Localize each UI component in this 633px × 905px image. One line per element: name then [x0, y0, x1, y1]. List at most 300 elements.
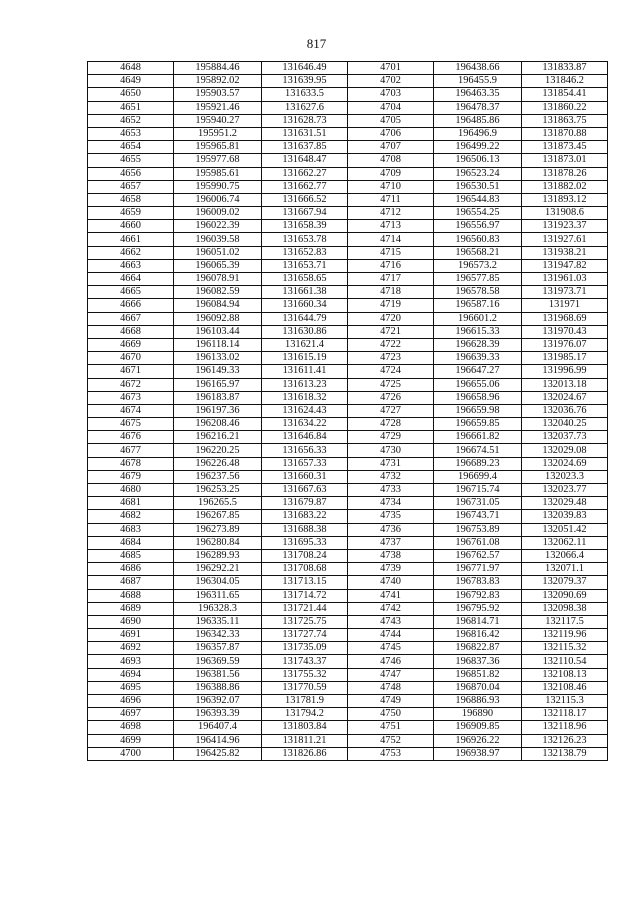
x-coordinate-left: 196237.56 [174, 470, 262, 483]
point-number-right: 4749 [348, 695, 434, 708]
y-coordinate-right: 131846.2 [522, 75, 608, 88]
point-number-left: 4652 [88, 114, 174, 127]
x-coordinate-right: 196890 [434, 708, 522, 721]
table-row [88, 207, 608, 220]
point-number-right: 4707 [348, 141, 434, 154]
x-coordinate-right: 196506.13 [434, 154, 522, 167]
x-coordinate-right: 196496.9 [434, 127, 522, 140]
point-number-left: 4699 [88, 734, 174, 747]
y-coordinate-right: 131863.75 [522, 114, 608, 127]
y-coordinate-left: 131666.52 [262, 193, 348, 206]
x-coordinate-right: 196499.22 [434, 141, 522, 154]
point-number-right: 4731 [348, 457, 434, 470]
table-row [88, 378, 608, 391]
y-coordinate-left: 131708.24 [262, 549, 348, 562]
point-number-left: 4666 [88, 299, 174, 312]
table-row [88, 431, 608, 444]
y-coordinate-left: 131725.75 [262, 615, 348, 628]
table-row [88, 615, 608, 628]
point-number-left: 4659 [88, 207, 174, 220]
y-coordinate-left: 131633.5 [262, 88, 348, 101]
x-coordinate-right: 196530.51 [434, 180, 522, 193]
point-number-left: 4662 [88, 246, 174, 259]
x-coordinate-left: 196393.39 [174, 708, 262, 721]
point-number-right: 4746 [348, 655, 434, 668]
y-coordinate-right: 132108.13 [522, 668, 608, 681]
point-number-right: 4717 [348, 273, 434, 286]
point-number-right: 4730 [348, 444, 434, 457]
x-coordinate-left: 196267.85 [174, 510, 262, 523]
y-coordinate-left: 131658.39 [262, 220, 348, 233]
table-row [88, 523, 608, 536]
x-coordinate-right: 196771.97 [434, 563, 522, 576]
y-coordinate-left: 131803.84 [262, 721, 348, 734]
x-coordinate-right: 196661.82 [434, 431, 522, 444]
y-coordinate-right: 131882.02 [522, 180, 608, 193]
y-coordinate-left: 131646.84 [262, 431, 348, 444]
table-row [88, 470, 608, 483]
y-coordinate-left: 131662.77 [262, 180, 348, 193]
x-coordinate-right: 196762.57 [434, 549, 522, 562]
x-coordinate-right: 196851.82 [434, 668, 522, 681]
x-coordinate-right: 196715.74 [434, 484, 522, 497]
point-number-left: 4670 [88, 352, 174, 365]
table-row [88, 589, 608, 602]
y-coordinate-left: 131743.37 [262, 655, 348, 668]
point-number-left: 4667 [88, 312, 174, 325]
x-coordinate-left: 196369.59 [174, 655, 262, 668]
point-number-left: 4655 [88, 154, 174, 167]
y-coordinate-right: 132115.32 [522, 642, 608, 655]
y-coordinate-right: 132051.42 [522, 523, 608, 536]
point-number-left: 4689 [88, 602, 174, 615]
x-coordinate-left: 196092.88 [174, 312, 262, 325]
table-row [88, 629, 608, 642]
x-coordinate-left: 195884.46 [174, 62, 262, 75]
y-coordinate-right: 131833.87 [522, 62, 608, 75]
table-row [88, 708, 608, 721]
y-coordinate-right: 132115.3 [522, 695, 608, 708]
point-number-right: 4708 [348, 154, 434, 167]
point-number-right: 4722 [348, 338, 434, 351]
point-number-left: 4651 [88, 101, 174, 114]
x-coordinate-left: 195985.61 [174, 167, 262, 180]
table-row [88, 576, 608, 589]
x-coordinate-left: 196226.48 [174, 457, 262, 470]
x-coordinate-right: 196926.22 [434, 734, 522, 747]
x-coordinate-right: 196761.08 [434, 536, 522, 549]
x-coordinate-left: 196292.21 [174, 563, 262, 576]
y-coordinate-right: 131968.69 [522, 312, 608, 325]
y-coordinate-left: 131611.41 [262, 365, 348, 378]
point-number-left: 4682 [88, 510, 174, 523]
table-row [88, 180, 608, 193]
table-row [88, 721, 608, 734]
x-coordinate-right: 196523.24 [434, 167, 522, 180]
point-number-right: 4726 [348, 391, 434, 404]
x-coordinate-right: 196822.87 [434, 642, 522, 655]
x-coordinate-right: 196478.37 [434, 101, 522, 114]
table-row [88, 193, 608, 206]
point-number-left: 4675 [88, 418, 174, 431]
point-number-left: 4696 [88, 695, 174, 708]
y-coordinate-right: 132013.18 [522, 378, 608, 391]
point-number-right: 4738 [348, 549, 434, 562]
x-coordinate-right: 196699.4 [434, 470, 522, 483]
y-coordinate-left: 131618.32 [262, 391, 348, 404]
point-number-left: 4697 [88, 708, 174, 721]
y-coordinate-left: 131628.73 [262, 114, 348, 127]
y-coordinate-right: 131908.6 [522, 207, 608, 220]
point-number-right: 4739 [348, 563, 434, 576]
point-number-right: 4704 [348, 101, 434, 114]
table-row [88, 75, 608, 88]
coordinates-table-body [88, 62, 608, 761]
point-number-left: 4664 [88, 273, 174, 286]
y-coordinate-right: 131938.21 [522, 246, 608, 259]
table-row [88, 510, 608, 523]
y-coordinate-right: 131860.22 [522, 101, 608, 114]
table-row [88, 602, 608, 615]
point-number-right: 4724 [348, 365, 434, 378]
x-coordinate-right: 196577.85 [434, 273, 522, 286]
y-coordinate-right: 131870.88 [522, 127, 608, 140]
x-coordinate-left: 196265.5 [174, 497, 262, 510]
point-number-right: 4716 [348, 259, 434, 272]
point-number-right: 4736 [348, 523, 434, 536]
table-row [88, 365, 608, 378]
y-coordinate-right: 132024.69 [522, 457, 608, 470]
table-row [88, 325, 608, 338]
table-row [88, 259, 608, 272]
y-coordinate-left: 131688.38 [262, 523, 348, 536]
x-coordinate-right: 196655.06 [434, 378, 522, 391]
x-coordinate-left: 196425.82 [174, 747, 262, 760]
y-coordinate-right: 131985.17 [522, 352, 608, 365]
y-coordinate-right: 132138.79 [522, 747, 608, 760]
table-row [88, 668, 608, 681]
x-coordinate-right: 196639.33 [434, 352, 522, 365]
y-coordinate-right: 131996.99 [522, 365, 608, 378]
coordinates-table [87, 61, 608, 761]
point-number-left: 4668 [88, 325, 174, 338]
x-coordinate-right: 196689.23 [434, 457, 522, 470]
x-coordinate-right: 196659.98 [434, 404, 522, 417]
x-coordinate-right: 196554.25 [434, 207, 522, 220]
y-coordinate-right: 132066.4 [522, 549, 608, 562]
point-number-right: 4743 [348, 615, 434, 628]
y-coordinate-left: 131713.15 [262, 576, 348, 589]
table-row [88, 246, 608, 259]
point-number-right: 4737 [348, 536, 434, 549]
y-coordinate-left: 131657.33 [262, 457, 348, 470]
y-coordinate-right: 132118.17 [522, 708, 608, 721]
point-number-left: 4671 [88, 365, 174, 378]
table-row [88, 154, 608, 167]
x-coordinate-right: 196814.71 [434, 615, 522, 628]
point-number-left: 4678 [88, 457, 174, 470]
table-row [88, 141, 608, 154]
table-row [88, 563, 608, 576]
point-number-right: 4721 [348, 325, 434, 338]
point-number-left: 4673 [88, 391, 174, 404]
y-coordinate-right: 131854.41 [522, 88, 608, 101]
y-coordinate-left: 131627.6 [262, 101, 348, 114]
point-number-right: 4732 [348, 470, 434, 483]
x-coordinate-right: 196628.39 [434, 338, 522, 351]
table-row [88, 101, 608, 114]
x-coordinate-left: 196357.87 [174, 642, 262, 655]
y-coordinate-right: 132040.25 [522, 418, 608, 431]
table-row [88, 114, 608, 127]
y-coordinate-right: 132023.77 [522, 484, 608, 497]
table-row [88, 273, 608, 286]
point-number-left: 4679 [88, 470, 174, 483]
x-coordinate-left: 196082.59 [174, 286, 262, 299]
y-coordinate-left: 131630.86 [262, 325, 348, 338]
y-coordinate-left: 131811.21 [262, 734, 348, 747]
table-row [88, 747, 608, 760]
x-coordinate-right: 196753.89 [434, 523, 522, 536]
y-coordinate-left: 131794.2 [262, 708, 348, 721]
point-number-right: 4710 [348, 180, 434, 193]
point-number-right: 4718 [348, 286, 434, 299]
point-number-right: 4725 [348, 378, 434, 391]
point-number-right: 4735 [348, 510, 434, 523]
point-number-left: 4663 [88, 259, 174, 272]
y-coordinate-right: 132090.69 [522, 589, 608, 602]
y-coordinate-left: 131621.4 [262, 338, 348, 351]
y-coordinate-right: 131923.37 [522, 220, 608, 233]
x-coordinate-right: 196556.97 [434, 220, 522, 233]
x-coordinate-left: 196118.14 [174, 338, 262, 351]
x-coordinate-left: 196065.39 [174, 259, 262, 272]
y-coordinate-right: 132029.48 [522, 497, 608, 510]
point-number-left: 4691 [88, 629, 174, 642]
y-coordinate-right: 132071.1 [522, 563, 608, 576]
point-number-right: 4741 [348, 589, 434, 602]
x-coordinate-left: 196039.58 [174, 233, 262, 246]
x-coordinate-left: 196311.65 [174, 589, 262, 602]
x-coordinate-left: 196414.96 [174, 734, 262, 747]
y-coordinate-right: 131970.43 [522, 325, 608, 338]
x-coordinate-right: 196674.51 [434, 444, 522, 457]
point-number-right: 4750 [348, 708, 434, 721]
y-coordinate-left: 131613.23 [262, 378, 348, 391]
y-coordinate-right: 132039.83 [522, 510, 608, 523]
y-coordinate-right: 131973.71 [522, 286, 608, 299]
x-coordinate-right: 196816.42 [434, 629, 522, 642]
x-coordinate-left: 196051.02 [174, 246, 262, 259]
table-row [88, 299, 608, 312]
x-coordinate-right: 196485.86 [434, 114, 522, 127]
x-coordinate-left: 196078.91 [174, 273, 262, 286]
x-coordinate-left: 195977.68 [174, 154, 262, 167]
y-coordinate-left: 131637.85 [262, 141, 348, 154]
point-number-right: 4747 [348, 668, 434, 681]
x-coordinate-right: 196573.2 [434, 259, 522, 272]
table-row [88, 167, 608, 180]
point-number-right: 4715 [348, 246, 434, 259]
point-number-left: 4685 [88, 549, 174, 562]
y-coordinate-right: 132029.08 [522, 444, 608, 457]
y-coordinate-right: 131976.07 [522, 338, 608, 351]
table-row [88, 391, 608, 404]
y-coordinate-right: 132119.96 [522, 629, 608, 642]
y-coordinate-left: 131721.44 [262, 602, 348, 615]
y-coordinate-right: 132023.3 [522, 470, 608, 483]
x-coordinate-left: 196407.4 [174, 721, 262, 734]
x-coordinate-left: 196009.02 [174, 207, 262, 220]
y-coordinate-right: 131893.12 [522, 193, 608, 206]
x-coordinate-left: 195903.57 [174, 88, 262, 101]
point-number-left: 4677 [88, 444, 174, 457]
y-coordinate-left: 131667.63 [262, 484, 348, 497]
y-coordinate-left: 131660.34 [262, 299, 348, 312]
y-coordinate-left: 131652.83 [262, 246, 348, 259]
point-number-right: 4719 [348, 299, 434, 312]
y-coordinate-left: 131695.33 [262, 536, 348, 549]
x-coordinate-left: 196381.56 [174, 668, 262, 681]
x-coordinate-left: 195951.2 [174, 127, 262, 140]
x-coordinate-left: 196328.3 [174, 602, 262, 615]
page-number: 817 [306, 36, 327, 51]
point-number-left: 4653 [88, 127, 174, 140]
point-number-left: 4694 [88, 668, 174, 681]
table-row [88, 62, 608, 75]
table-row [88, 127, 608, 140]
x-coordinate-right: 196792.83 [434, 589, 522, 602]
y-coordinate-left: 131634.22 [262, 418, 348, 431]
x-coordinate-left: 196335.11 [174, 615, 262, 628]
table-row [88, 681, 608, 694]
point-number-left: 4674 [88, 404, 174, 417]
point-number-left: 4680 [88, 484, 174, 497]
y-coordinate-left: 131708.68 [262, 563, 348, 576]
y-coordinate-left: 131646.49 [262, 62, 348, 75]
point-number-right: 4727 [348, 404, 434, 417]
x-coordinate-right: 196870.04 [434, 681, 522, 694]
point-number-right: 4740 [348, 576, 434, 589]
y-coordinate-right: 132110.54 [522, 655, 608, 668]
table-row [88, 444, 608, 457]
table-row [88, 484, 608, 497]
x-coordinate-left: 196273.89 [174, 523, 262, 536]
table-row [88, 220, 608, 233]
table-row [88, 734, 608, 747]
x-coordinate-right: 196455.9 [434, 75, 522, 88]
point-number-left: 4650 [88, 88, 174, 101]
x-coordinate-right: 196568.21 [434, 246, 522, 259]
point-number-right: 4713 [348, 220, 434, 233]
point-number-right: 4729 [348, 431, 434, 444]
table-row [88, 457, 608, 470]
y-coordinate-left: 131755.32 [262, 668, 348, 681]
y-coordinate-left: 131683.22 [262, 510, 348, 523]
point-number-right: 4723 [348, 352, 434, 365]
x-coordinate-right: 196795.92 [434, 602, 522, 615]
x-coordinate-right: 196658.96 [434, 391, 522, 404]
point-number-left: 4649 [88, 75, 174, 88]
x-coordinate-right: 196909.85 [434, 721, 522, 734]
y-coordinate-right: 131927.61 [522, 233, 608, 246]
table-row [88, 497, 608, 510]
y-coordinate-left: 131661.38 [262, 286, 348, 299]
table-row [88, 404, 608, 417]
point-number-left: 4656 [88, 167, 174, 180]
y-coordinate-left: 131653.71 [262, 259, 348, 272]
x-coordinate-left: 196133.02 [174, 352, 262, 365]
point-number-left: 4681 [88, 497, 174, 510]
y-coordinate-left: 131648.47 [262, 154, 348, 167]
table-row [88, 418, 608, 431]
point-number-left: 4660 [88, 220, 174, 233]
x-coordinate-right: 196647.27 [434, 365, 522, 378]
table-row [88, 642, 608, 655]
point-number-left: 4669 [88, 338, 174, 351]
table-row [88, 352, 608, 365]
point-number-right: 4705 [348, 114, 434, 127]
x-coordinate-right: 196438.66 [434, 62, 522, 75]
x-coordinate-left: 196149.33 [174, 365, 262, 378]
x-coordinate-right: 196743.71 [434, 510, 522, 523]
x-coordinate-left: 196216.21 [174, 431, 262, 444]
point-number-left: 4687 [88, 576, 174, 589]
y-coordinate-left: 131781.9 [262, 695, 348, 708]
y-coordinate-right: 131961.03 [522, 273, 608, 286]
y-coordinate-right: 131971 [522, 299, 608, 312]
point-number-left: 4658 [88, 193, 174, 206]
x-coordinate-right: 196886.93 [434, 695, 522, 708]
x-coordinate-left: 196165.97 [174, 378, 262, 391]
x-coordinate-left: 195965.81 [174, 141, 262, 154]
y-coordinate-right: 132117.5 [522, 615, 608, 628]
point-number-right: 4711 [348, 193, 434, 206]
point-number-left: 4665 [88, 286, 174, 299]
x-coordinate-left: 196280.84 [174, 536, 262, 549]
table-row [88, 655, 608, 668]
point-number-right: 4702 [348, 75, 434, 88]
y-coordinate-left: 131679.87 [262, 497, 348, 510]
point-number-left: 4700 [88, 747, 174, 760]
x-coordinate-left: 195940.27 [174, 114, 262, 127]
table-row [88, 549, 608, 562]
point-number-left: 4683 [88, 523, 174, 536]
y-coordinate-left: 131735.09 [262, 642, 348, 655]
y-coordinate-right: 132126.23 [522, 734, 608, 747]
table-row [88, 286, 608, 299]
y-coordinate-right: 131878.26 [522, 167, 608, 180]
table-row [88, 536, 608, 549]
y-coordinate-right: 131873.45 [522, 141, 608, 154]
x-coordinate-left: 196022.39 [174, 220, 262, 233]
y-coordinate-right: 131947.82 [522, 259, 608, 272]
y-coordinate-left: 131615.19 [262, 352, 348, 365]
x-coordinate-right: 196615.33 [434, 325, 522, 338]
point-number-right: 4712 [348, 207, 434, 220]
point-number-right: 4720 [348, 312, 434, 325]
point-number-left: 4688 [88, 589, 174, 602]
y-coordinate-right: 132079.37 [522, 576, 608, 589]
point-number-left: 4672 [88, 378, 174, 391]
point-number-left: 4657 [88, 180, 174, 193]
y-coordinate-left: 131770.59 [262, 681, 348, 694]
y-coordinate-left: 131826.86 [262, 747, 348, 760]
x-coordinate-right: 196783.83 [434, 576, 522, 589]
point-number-left: 4661 [88, 233, 174, 246]
x-coordinate-right: 196463.35 [434, 88, 522, 101]
x-coordinate-left: 196253.25 [174, 484, 262, 497]
